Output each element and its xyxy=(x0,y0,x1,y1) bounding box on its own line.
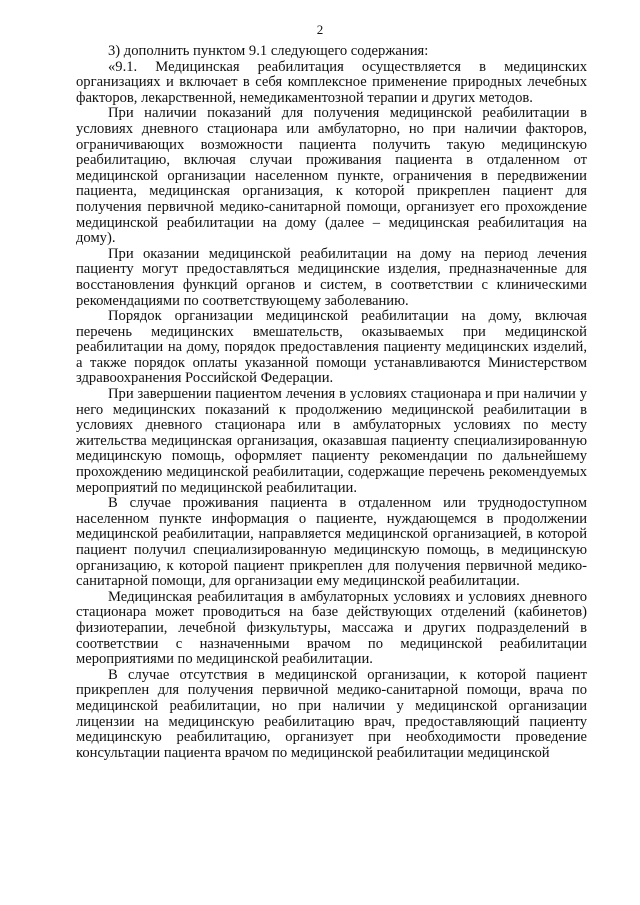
document-body xyxy=(76,44,587,761)
page-number: 2 xyxy=(316,22,324,37)
paragraph-medical-devices: При оказании медицинской реабилитации на дому на период лечения пациенту могут предоставляться медицинские изделия, предназначенные для восстановления функций органов и систем, в соответствии с клиническими рекомендациями по соответствующему заболеванию. xyxy=(76,245,587,309)
paragraph-no-physician: В случае отсутствия в медицинской организации, к которой пациент прикреплен для получения первичной медико-санитарной помощи, врача по медицинской реабилитации, но при наличии у медицинской организации лицензии на медицинскую реабилитацию врач, предоставляющий пациенту медицинскую реабилитацию, организует при необходимости проведение консультации пациента врачом по медицинской реабилитации медицинской xyxy=(76,666,587,761)
paragraph-9-1: «9.1. Медицинская реабилитация осуществляется в медицинских организациях и включает в себя комплексное применение природных лечебных факторов, лекарственной, немедикаментозной терапии и других методов. xyxy=(76,58,587,106)
paragraph-discharge-recommendations: При завершении пациентом лечения в условиях стационара и при наличии у него медицинских показаний к продолжению медицинской реабилитации в условиях дневного стационара или в амбулаторных условиях по месту жительства медицинская организация, оказавшая пациенту специализированную медицинскую помощь, оформляет пациенту рекомендации по дальнейшему прохождению медицинской реабилитации, содержащие перечень рекомендуемых мероприятий по медицинской реабилитации. xyxy=(76,386,587,496)
paragraph-outpatient-rehabilitation: Медицинская реабилитация в амбулаторных условиях и условиях дневного стационара может проводиться на базе действующих отделений (кабинетов) физиотерапии, лечебной физкультуры, массажа и других подразделений в соответствии с назначенными врачом по медицинской реабилитации мероприятиями по медицинской реабилитации. xyxy=(76,588,587,668)
paragraph-home-rehabilitation: При наличии показаний для получения медицинской реабилитации в условиях дневного стационара или амбулаторно, но при наличии факторов, ограничивающих возможности пациента получить такую медицинскую реабилитацию, включая случаи проживания пациента в отдаленном от медицинской организации населенном пункте, ограничения в передвижении пациента, медицинская организация, к которой прикреплен пациент для получения первичной медико-санитарной помощи, организует его прохождение медицинской реабилитации на дому (далее – медицинская реабилитация на дому). xyxy=(76,105,587,247)
paragraph-remote-patient: В случае проживания пациента в отдаленном или труднодоступном населенном пункте информация о пациенте, нуждающемся в продолжении медицинской реабилитации, направляется медицинской организацией, в которой пациент получил специализированную медицинскую помощь, в медицинскую организацию, к которой пациент прикреплен для получения первичной медико-санитарной помощи, для организации ему медицинской реабилитации. xyxy=(76,495,587,590)
paragraph-amendment-intro: 3) дополнить пунктом 9.1 следующего содержания: xyxy=(108,43,429,59)
paragraph-procedure: Порядок организации медицинской реабилитации на дому, включая перечень медицинских вмешательств, оказываемых при медицинской реабилитации на дому, порядок предоставления пациенту медицинских изделий, а также порядок оплаты указанной помощи устанавливаются Министерством здравоохранения Российской Федерации. xyxy=(76,308,587,387)
